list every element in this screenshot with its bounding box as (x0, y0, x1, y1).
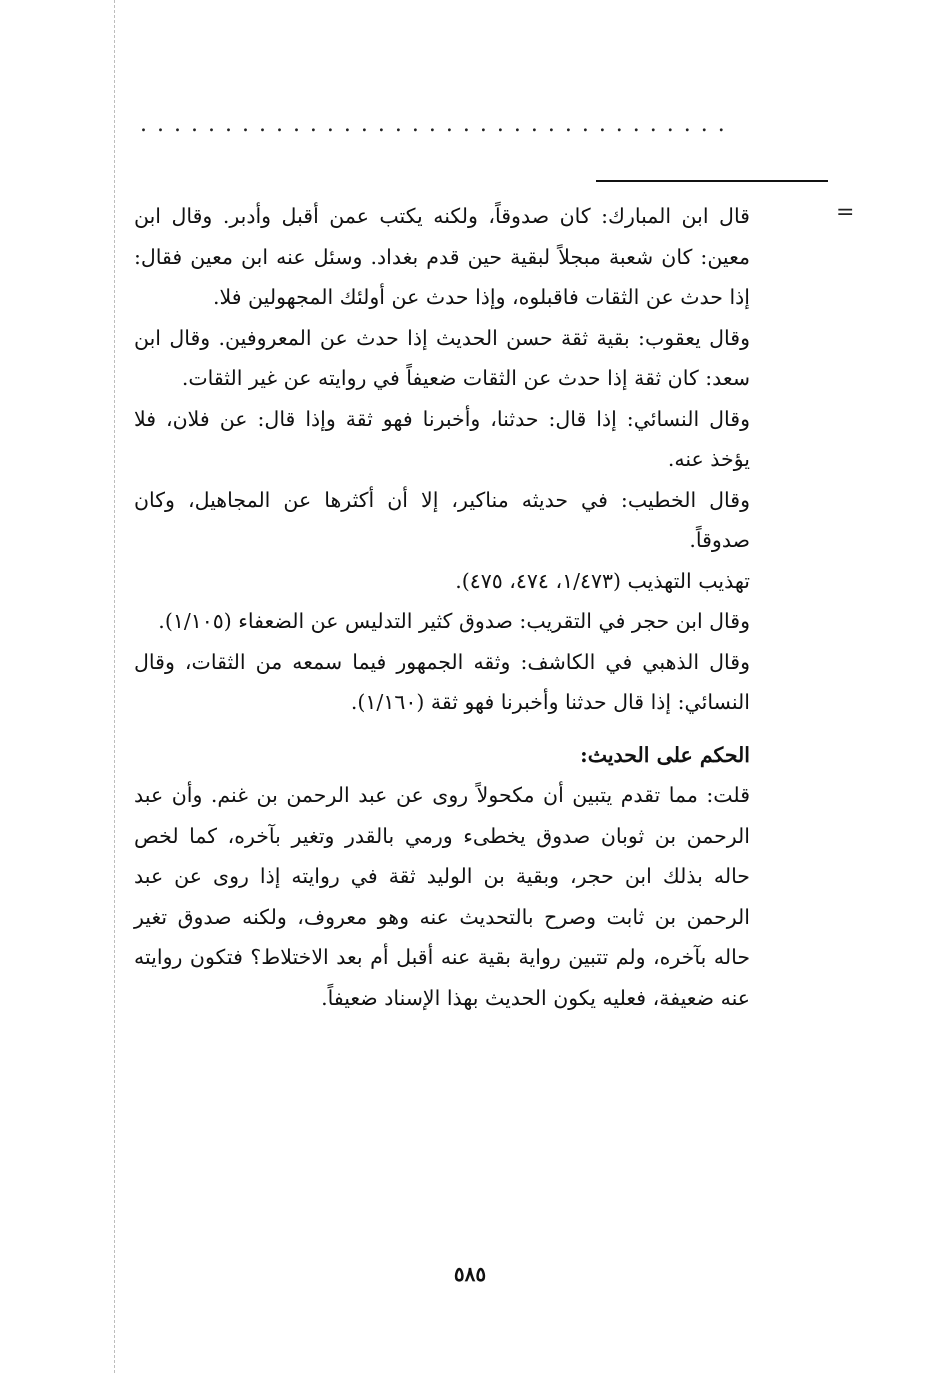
footnote-rule (596, 180, 828, 182)
continuation-mark: = (836, 200, 855, 225)
paragraph: وقال يعقوب: بقية ثقة حسن الحديث إذا حدث عن المعروفين. وقال ابن سعد: كان ثقة إذا حدث عن الثقات ضعيفاً في روايته عن غير الثقات. (134, 325, 750, 390)
section-heading: الحكم على الحديث: (580, 742, 750, 767)
paragraph: قال ابن المبارك: كان صدوقاً، ولكنه يكتب عمن أقبل وأدبر. وقال ابن معين: كان شعبة مبجلاً لبقية حين قدم بغداد. وسئل عنه ابن معين فقال: إذا حدث عن الثقات فاقبلوه، وإذا حدث عن أولئك المجهولين فلا. (134, 204, 750, 309)
margin-line (114, 0, 115, 1373)
page-number: ٥٨٥ (453, 1262, 487, 1286)
dotted-separator: ................................... (140, 112, 735, 137)
paragraph: وقال ابن حجر في التقريب: صدوق كثير التدليس عن الضعفاء (١/١٠٥). (158, 609, 750, 633)
conclusion-paragraph: قلت: مما تقدم يتبين أن مكحولاً روى عن عبد الرحمن بن غنم. وأن عبد الرحمن بن ثوبان صدوق يخطىء ورمي بالقدر وتغير بآخره، كما لخص حاله بذلك ابن حجر، وبقية بن الوليد ثقة في روايته إذا روى عن عبد الرحمن بن ثابت وصرح بالتحديث عنه وهو معروف، ولكنه صدوق تغير حاله بآخره، ولم تتبين رواية بقية عنه أقبل أم بعد الاختلاط؟ فتكون روايته عنه ضعيفة، فعليه يكون الحديث بهذا الإسناد ضعيفاً. (134, 783, 750, 1010)
paragraph: وقال الذهبي في الكاشف: وثقه الجمهور فيما سمعه من الثقات، وقال النسائي: إذا قال حدثنا وأخبرنا فهو ثقة (١/١٦٠). (134, 649, 750, 714)
footnote-text (134, 196, 750, 1018)
paragraph: وقال النسائي: إذا قال: حدثنا، وأخبرنا فهو ثقة وإذا قال: عن فلان، فلا يؤخذ عنه. (134, 406, 750, 471)
paragraph: وقال الخطيب: في حديثه مناكير، إلا أن أكثرها عن المجاهيل، وكان صدوقاً. (134, 487, 750, 552)
paragraph: تهذيب التهذيب (١/٤٧٣، ٤٧٤، ٤٧٥). (455, 568, 750, 593)
